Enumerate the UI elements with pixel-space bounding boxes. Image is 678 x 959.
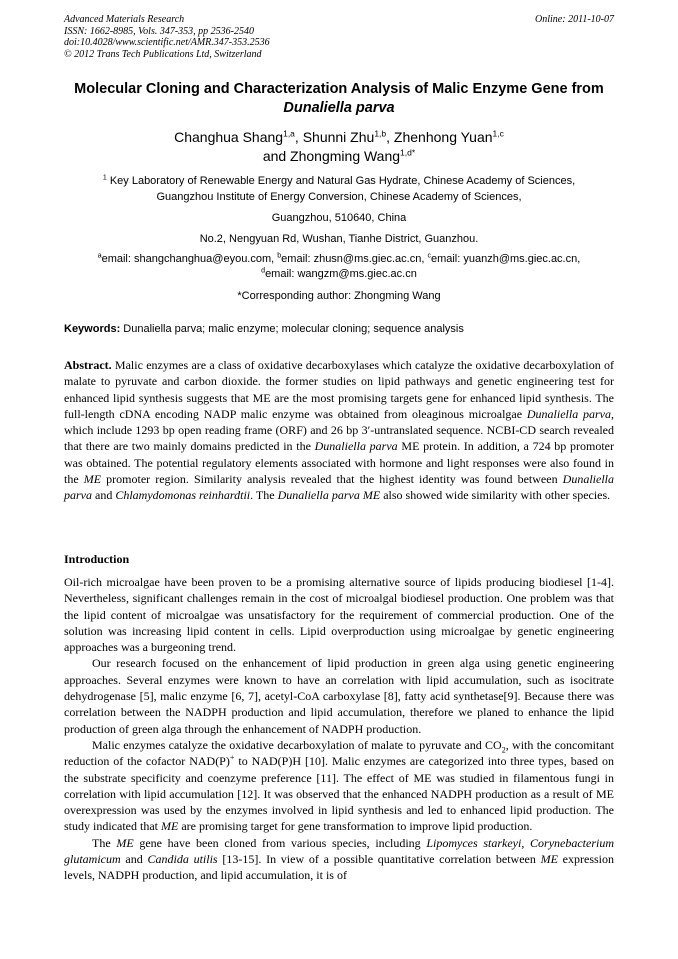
intro-paragraph-3	[64, 737, 614, 835]
email-key: a	[97, 252, 102, 260]
email-key: d	[261, 267, 266, 275]
affiliation-line-1	[60, 174, 618, 189]
author-line-2	[60, 147, 618, 166]
p3-text: are promising target for gene transformation to improve lipid production.	[178, 819, 533, 834]
email-a: email: shangchanghua@eyou.com,	[101, 253, 278, 265]
p3-subscript: 2	[501, 745, 506, 755]
intro-paragraph-1: Oil-rich microalgae have been proven to be a promising alternative source of lipids producing biodiesel [1-4]. Nevertheless, significant challenges remain in the cost of microalgal biodiesel production. One problem was that the lipid content of microalgae was unsatisfactory for the requirement of commercial production. One of the solution was increasing lipid content in cells. Lipid overproduction using microalgae by genetic engineering approaches was a burgeoning trend.	[64, 575, 614, 655]
affiliation-city: Guangzhou, 510640, China	[271, 212, 407, 224]
copyright-line: © 2012 Trans Tech Publications Ltd, Switzerland	[64, 48, 262, 60]
corresponding-author: *Corresponding author: Zhongming Wang	[237, 290, 441, 302]
email-key: c	[427, 252, 431, 260]
abstract-text: Malic enzymes are a class of oxidative decarboxylases which catalyze the oxidative decarboxylation of malate to pyruvate and carbon dioxide. the former studies on lipid pathways and genetic engineering test for enhanced lipid synthesis suggests that ME are the most promising targets gene for enhanced lipid synthesis. The full-length cDNA encoding NADP malic enzyme was obtained from oleaginous microalgae	[64, 358, 614, 421]
p3-text: , with the concomitant reduction of the cofactor NAD(P)	[64, 737, 614, 769]
section-heading-introduction: Introduction	[64, 552, 130, 566]
journal-name: Advanced Materials Research	[64, 14, 185, 25]
author-affil: 1,d*	[400, 147, 416, 158]
abstract-italic: ME	[83, 472, 102, 487]
email-line-2	[60, 267, 618, 282]
author-affil: 1,b	[374, 128, 387, 139]
abstract-italic: Dunaliella parva	[314, 439, 398, 454]
affiliation-line-2: Guangzhou Institute of Energy Conversion, Chinese Academy of Sciences,	[156, 191, 522, 203]
p4-text: gene have been cloned from various species, including	[133, 835, 427, 850]
keywords-label: Keywords:	[64, 323, 121, 335]
doi-line: doi:10.4028/www.scientific.net/AMR.347-353.2536	[64, 37, 270, 48]
abstract-italic: Dunaliella parva ME	[277, 488, 381, 503]
author-sep: ,	[294, 129, 303, 145]
title-main: Molecular Cloning and Characterization Analysis of Malic Enzyme Gene from	[74, 81, 604, 97]
affil-number: 1	[102, 174, 107, 182]
author-name: Changhua Shang	[174, 129, 284, 145]
online-date: Online: 2011-10-07	[535, 14, 614, 25]
abstract-italic: Dunaliella parva	[64, 472, 614, 503]
p4-text: The	[92, 835, 117, 850]
p4-italic: ME	[540, 852, 558, 867]
author-name: Shunni Zhu	[302, 129, 375, 145]
p4-text: and	[120, 852, 148, 867]
abstract-text: promoter region. Similarity analysis revealed that the highest identity was found between	[101, 472, 563, 487]
introduction-body	[64, 574, 614, 884]
author-line-1	[60, 128, 618, 147]
p4-italic: Lipomyces starkeyi, Corynebacterium glutamicum	[64, 835, 615, 867]
email-c: email: yuanzh@ms.giec.ac.cn,	[430, 253, 581, 265]
author-name: and Zhongming Wang	[262, 148, 401, 164]
abstract-text: and	[92, 488, 116, 503]
p3-text: Malic enzymes catalyze the oxidative decarboxylation of malate to pyruvate and CO	[92, 737, 502, 752]
affil-text: Key Laboratory of Renewable Energy and Natural Gas Hydrate, Chinese Academy of Sciences,	[106, 175, 576, 187]
abstract-label: Abstract.	[64, 358, 112, 372]
abstract-italic: Chlamydomonas reinhardtii	[115, 488, 251, 503]
abstract-text: , which include 1293 bp open reading frame (ORF) and 26 bp 3′-untranslated sequence. NCBI-CD search revealed that there are two mainly domains predicted in the	[64, 406, 614, 454]
keywords-text: Dunaliella parva; malic enzyme; molecular cloning; sequence analysis	[120, 323, 464, 335]
abstract-text: also showed wide similarity with other species.	[380, 488, 611, 503]
abstract-text: ME protein. In addition, a 724 bp promoter was obtained. The potential regulatory elements associated with hormone and light responses were also found in the	[64, 439, 614, 487]
p4-italic: Candida utilis	[147, 852, 218, 867]
abstract-text: . The	[250, 488, 278, 503]
p4-text: [13-15]. In view of a possible quantitative correlation between	[217, 852, 541, 867]
p4-italic: ME	[116, 835, 134, 850]
p3-text: to NAD(P)H [10]. Malic enzymes are categorized into three types, based on the substrate specificity and coenzyme preference [11]. The effect of ME was studied in filamentous fungi in correlation with lipid accumulation [12]. It was observed that the enhanced NADPH production as a result of ME overexpression was used by the enzymes involved in lipid synthesis and led to enhanced lipid production. The study indicated that	[64, 754, 614, 834]
paper-title	[62, 80, 616, 118]
title-species: Dunaliella parva	[283, 100, 395, 116]
email-line-1	[60, 252, 618, 267]
p3-italic: ME	[160, 819, 179, 834]
author-list	[60, 128, 618, 166]
issn-line: ISSN: 1662-8985, Vols. 347-353, pp 2536-2540	[64, 25, 254, 37]
affiliation-address: No.2, Nengyuan Rd, Wushan, Tianhe District, Guanzhou.	[199, 233, 479, 245]
author-affil: 1,a	[283, 128, 295, 139]
intro-paragraph-4	[64, 835, 614, 884]
abstract-italic: Dunaliella parva	[526, 406, 611, 421]
author-name: Zhenhong Yuan	[393, 129, 493, 145]
keywords	[64, 322, 616, 336]
p4-text: expression levels, NADPH production, and lipid accumulation, it is of	[64, 852, 615, 883]
intro-paragraph-2: Our research focused on the enhancement of lipid production in green alga using genetic engineering approaches. Several enzymes were known to have an correlation with lipid accumulation, such as isocitrate dehydrogenase [5], malic enzyme [6, 7], acetyl-CoA carboxylase [8], fatty acid synthetase[9]. Because there was correlation between the NADPH production and lipid accumulation, therefore we planed to enhance the lipid production of green alga through the enhancement of NADPH production.	[64, 656, 614, 736]
email-d: email: wangzm@ms.giec.ac.cn	[265, 268, 417, 280]
p3-superscript: +	[229, 753, 235, 763]
author-affil: 1,c	[492, 128, 504, 139]
email-b: email: zhusn@ms.giec.ac.cn,	[281, 253, 428, 265]
journal-header	[64, 14, 614, 60]
abstract	[64, 357, 614, 504]
author-sep: ,	[386, 129, 394, 145]
email-key: b	[277, 252, 282, 260]
